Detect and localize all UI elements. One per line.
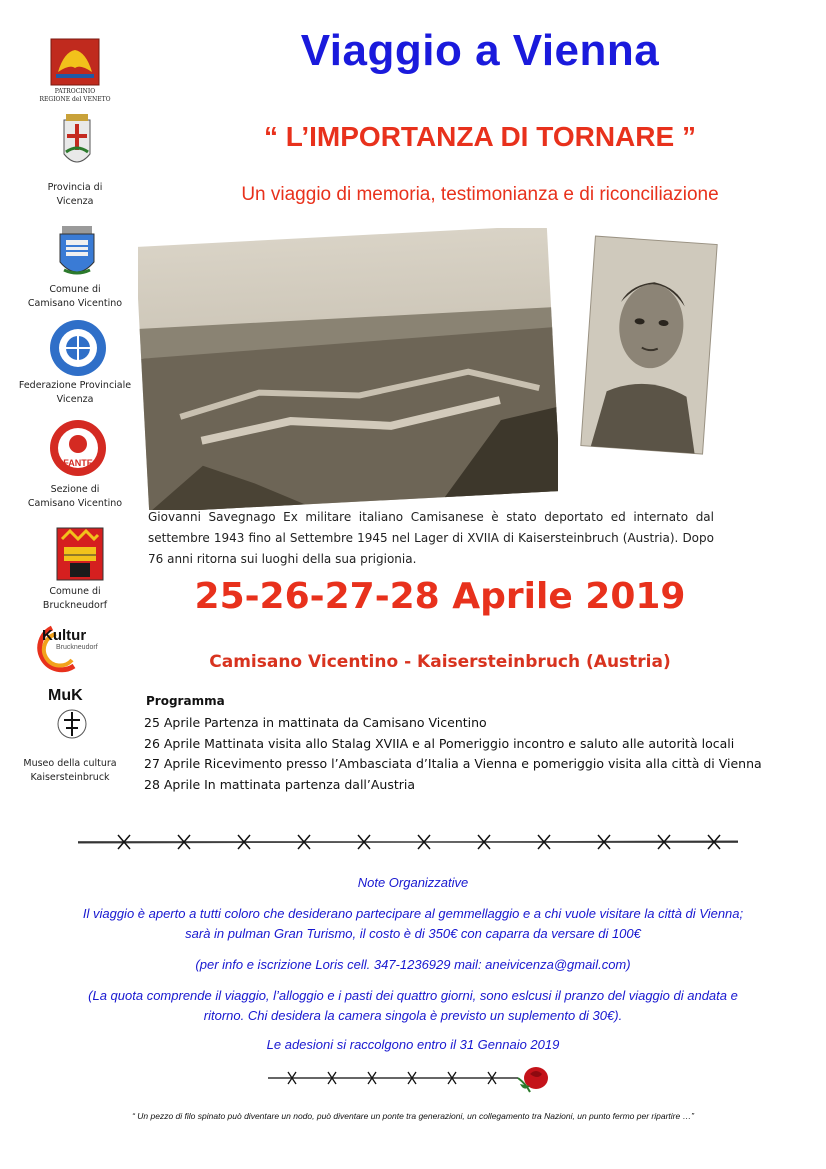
program-list bbox=[144, 713, 762, 795]
kultur-bruckneudorf-logo bbox=[34, 622, 118, 674]
page-title: Viaggio a Vienna bbox=[300, 26, 660, 75]
program-item: 27 Aprile Ricevimento presso l’Ambasciata d’Italia a Vienna e pomeriggio visita alla città di Vienna bbox=[144, 756, 762, 771]
program-item: 28 Aprile In mattinata partenza dall’Austria bbox=[144, 776, 416, 792]
comune-camisano-crest bbox=[56, 226, 98, 282]
page-subtitle: “ L’IMPORTANZA DI TORNARE ” bbox=[264, 121, 696, 152]
kultur-logo-text: Kultur bbox=[42, 627, 87, 644]
comune-camisano-caption: Comune di Camisano Vicentino bbox=[27, 284, 123, 309]
muk-museum-logo bbox=[42, 684, 112, 746]
barbed-wire-rose bbox=[268, 1062, 558, 1098]
associazione-fante-logo bbox=[47, 418, 109, 478]
barbed-wire-divider bbox=[78, 832, 738, 852]
lager-landscape-photo bbox=[138, 228, 558, 510]
comune-bruck-caption: Comune di Bruckneudorf bbox=[42, 586, 108, 611]
provincia-vicenza-crest bbox=[60, 114, 94, 172]
kultur-logo-sub: Bruckneudorf bbox=[56, 644, 98, 651]
provincia-caption: Provincia di Vicenza bbox=[47, 182, 103, 207]
patrocinio-line2: REGIONE del VENETO bbox=[39, 96, 111, 103]
notes-deadline: Le adesioni si raccolgono entro il 31 Gennaio 2019 bbox=[266, 1037, 560, 1052]
fante-logo-text: FANTE bbox=[63, 458, 93, 468]
tagline: Un viaggio di memoria, testimonianza e di riconciliazione bbox=[241, 184, 719, 205]
museo-caption: Museo della cultura Kaisersteinbruck bbox=[23, 758, 117, 783]
notes-contact-info: (per info e iscrizione Loris cell. 347-1236929 mail: aneivicenza@gmail.com) bbox=[195, 957, 631, 972]
patrocinio-line1: PATROCINIO bbox=[54, 88, 96, 95]
regione-veneto-logo bbox=[50, 38, 100, 86]
notes-paragraph-1: Il viaggio è aperto a tutti coloro che desiderano partecipare al gemmellaggio e a chi vuole visitare la città di Vienna; sarà in pulman Gran Turismo, il costo è di 350€ con caparra da versare di 100€ bbox=[82, 906, 744, 941]
program-item: 26 Aprile Mattinata visita allo Stalag XVIIA e al Pomeriggio incontro e saluto alle autorità locali bbox=[144, 735, 735, 751]
federazione-caption: Federazione Provinciale Vicenza bbox=[18, 380, 132, 405]
patrocinio-caption bbox=[0, 88, 150, 104]
notes-paragraph-3: (La quota comprende il viaggio, l’alloggio e i pasti dei quattro giorni, sono eslcusi il pranzo del viaggio di andata e ritorno. Chi desidera la camera singola è previsto un suplemento di 30€). bbox=[88, 988, 738, 1023]
story-paragraph: Giovanni Savegnago Ex militare italiano Camisanese è stato deportato ed internato dal settembre 1943 fino al Settembre 1945 nel Lager di XVIIA di Kaisersteinbruch (Austria). Dopo 76 anni ritorna sui luoghi della sua prigionia. bbox=[148, 510, 714, 566]
bruckneudorf-crest bbox=[56, 527, 104, 581]
sezione-caption: Sezione di Camisano Vicentino bbox=[27, 484, 123, 509]
event-route: Camisano Vicentino - Kaisersteinbruch (Austria) bbox=[209, 652, 671, 672]
giovanni-portrait-photo bbox=[578, 234, 718, 456]
footer-quote: “ Un pezzo di filo spinato può diventare un nodo, può diventare un ponte tra generazioni, un collegamento tra Nazioni, un punto fermo per ripartire …” bbox=[132, 1111, 694, 1121]
notes-heading: Note Organizzative bbox=[357, 875, 469, 890]
program-item: 25 Aprile Partenza in mattinata da Camisano Vicentino bbox=[144, 715, 487, 730]
program-heading: Programma bbox=[146, 694, 225, 708]
associazione-internati-logo bbox=[47, 318, 109, 378]
muk-logo-text: MuK bbox=[48, 687, 83, 704]
event-dates: 25-26-27-28 Aprile 2019 bbox=[194, 576, 686, 617]
